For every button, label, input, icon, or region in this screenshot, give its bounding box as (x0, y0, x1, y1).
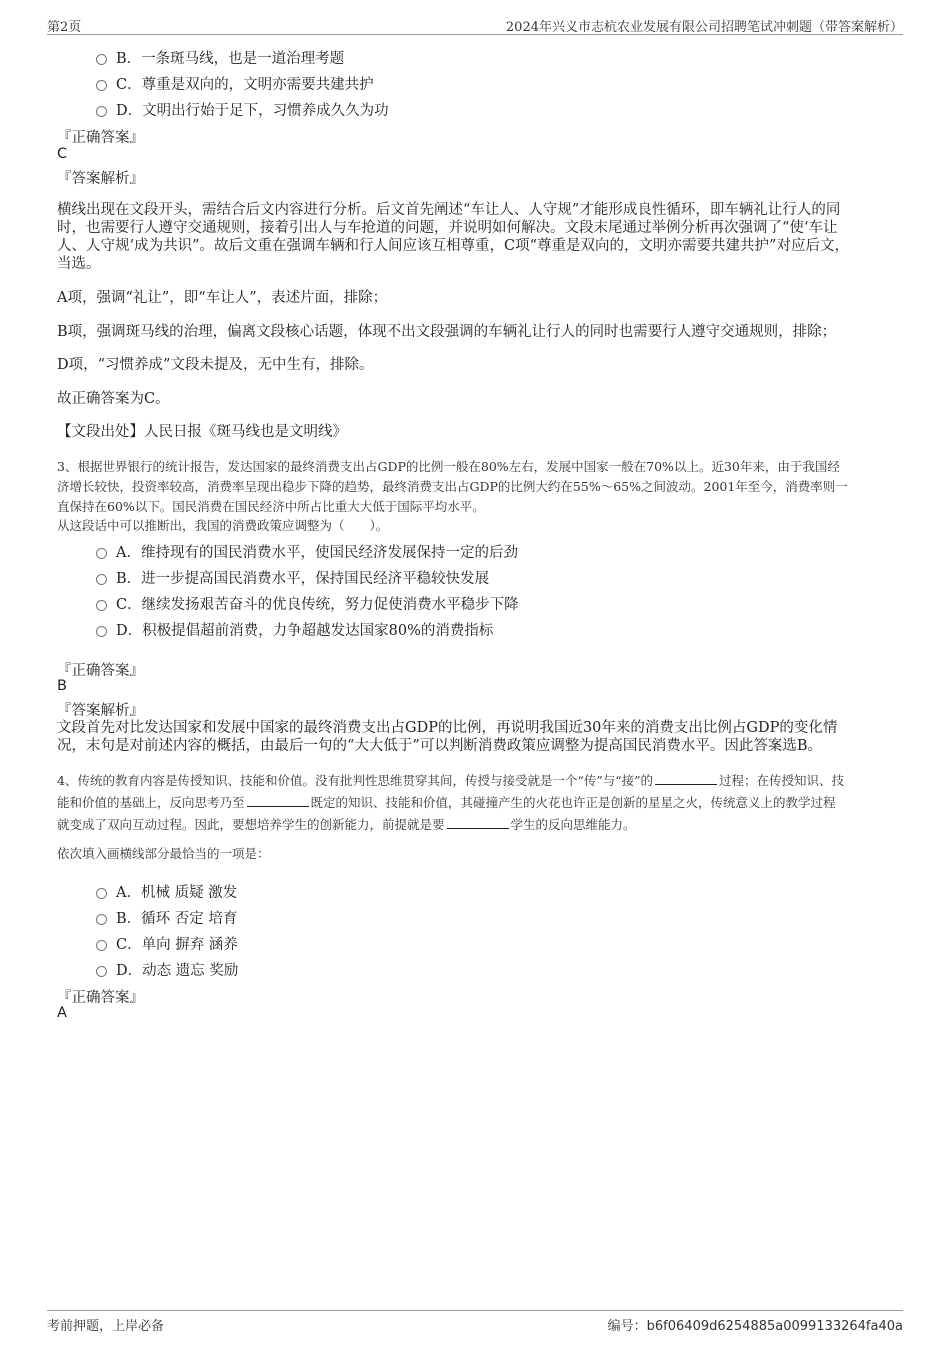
q3-answer: B (57, 678, 67, 694)
radio-icon[interactable] (96, 548, 107, 559)
radio-icon[interactable] (96, 106, 107, 117)
page-footer (47, 1310, 903, 1333)
q2-option-c[interactable]: C．尊重是双向的，文明亦需要共建共护 (96, 73, 374, 94)
q4-stem: 4、传统的教育内容是传授知识、技能和价值。没有批判性思维贯穿其间，传授与接受就是一个“传”与“接”的 过程；在传授知识、技 能和价值的基础上，反向思考乃至 既定的知识、技能和价值，其碰撞产生的火花也许正是创新的星星之火，传统意义上的教学过程 就变成了双向互动过程。因此，要想培养学生的创新能力，前提就是要 学生的反向思维能力。 (57, 773, 845, 832)
q4-answer: A (57, 1005, 67, 1021)
radio-icon[interactable] (96, 54, 107, 65)
q4-prompt: 依次填入画横线部分最恰当的一项是： (57, 846, 270, 861)
radio-icon[interactable] (96, 80, 107, 91)
radio-icon[interactable] (96, 888, 107, 899)
q3-analysis-label: 『答案解析』 (57, 703, 144, 719)
q2-analysis-label: 『答案解析』 (57, 171, 144, 187)
fill-blank-1 (655, 772, 717, 785)
radio-icon[interactable] (96, 966, 107, 977)
q3-option-c[interactable]: C．继续发扬艰苦奋斗的优良传统，努力促使消费水平稳步下降 (96, 593, 519, 614)
radio-icon[interactable] (96, 914, 107, 925)
fill-blank-3 (447, 816, 509, 829)
page-header (47, 14, 903, 35)
q2-option-d[interactable]: D．文明出行始于足下，习惯养成久久为功 (96, 99, 389, 120)
q2-item-d: D项，“习惯养成”文段未提及，无中生有，排除。 (57, 357, 374, 373)
footer-slogan: 考前押题，上岸必备 (47, 1319, 165, 1334)
q2-source: 【文段出处】人民日报《斑马线也是文明线》 (57, 424, 347, 440)
q2-analysis-text: 横线出现在文段开头，需结合后文内容进行分析。后文首先阐述“车让人、人守规”才能形成良性循环，即车辆礼让行人的同 时，也需要行人遵守交通规则，接着引出人与车抢道的问题，并说明如何解决。文段末尾通过举例分析再次强调了“使‘车让 人、人守规’成为共识”。故后文重在强调车辆和行人间应该互相尊重，C项“尊重是双向的，文明亦需要共建共护”对应后文， 当选。 (57, 202, 849, 272)
q4-option-b[interactable]: B．循环 否定 培育 (96, 907, 237, 928)
q4-answer-label: 『正确答案』 (57, 990, 144, 1006)
q3-analysis-text: 文段首先对比发达国家和发展中国家的最终消费支出占GDP的比例，再说明我国近30年来的消费支出比例占GDP的变化情 况，末句是对前述内容的概括，由最后一句的“大大低于”可以判断消费政策应调整为提高国民消费水平。因此答案选B。 (57, 720, 838, 754)
q2-conclusion: 故正确答案为C。 (57, 391, 170, 407)
q2-option-b[interactable]: B．一条斑马线，也是一道治理考题 (96, 47, 344, 68)
q3-stem: 3、根据世界银行的统计报告，发达国家的最终消费支出占GDP的比例一般在80%左右，发展中国家一般在70%以上。近30年来，由于我国经 济增长较快，投资率较高，消费率呈现出稳步下降的趋势，最终消费支出占GDP的比例大约在55%～65%之间波动。2001年至今，消费率则一 直保持在60%以下。国民消费在国民经济中所占比重大大低于国际平均水平。 从这段话中可以推断出，我国的消费政策应调整为（ ）。 (57, 459, 848, 533)
q2-answer-label: 『正确答案』 (57, 130, 144, 146)
q2-answer: C (57, 146, 68, 162)
q2-item-b: B项，强调斑马线的治理，偏离文段核心话题，体现不出文段强调的车辆礼让行人的同时也需要行人遵守交通规则，排除； (57, 324, 837, 340)
q4-option-a[interactable]: A．机械 质疑 激发 (96, 881, 237, 902)
q4-option-d[interactable]: D．动态 遗忘 奖励 (96, 959, 238, 980)
fill-blank-2 (247, 794, 309, 807)
q3-option-a[interactable]: A．维持现有的国民消费水平，使国民经济发展保持一定的后劲 (96, 541, 518, 562)
q3-answer-label: 『正确答案』 (57, 663, 144, 679)
radio-icon[interactable] (96, 940, 107, 951)
q3-option-b[interactable]: B．进一步提高国民消费水平，保持国民经济平稳较快发展 (96, 567, 489, 588)
radio-icon[interactable] (96, 574, 107, 585)
footer-code: 编号：b6f06409d6254885a0099133264fa40a (607, 1319, 903, 1334)
q3-option-d[interactable]: D．积极提倡超前消费，力争超越发达国家80%的消费指标 (96, 619, 493, 640)
document-title: 2024年兴义市志杭农业发展有限公司招聘笔试冲刺题（带答案解析） (505, 20, 903, 35)
q2-item-a: A项，强调“礼让”，即“车让人”，表述片面，排除； (57, 290, 388, 306)
q4-option-c[interactable]: C．单向 摒弃 涵养 (96, 933, 238, 954)
radio-icon[interactable] (96, 600, 107, 611)
radio-icon[interactable] (96, 626, 107, 637)
page-number: 第2页 (47, 20, 82, 35)
